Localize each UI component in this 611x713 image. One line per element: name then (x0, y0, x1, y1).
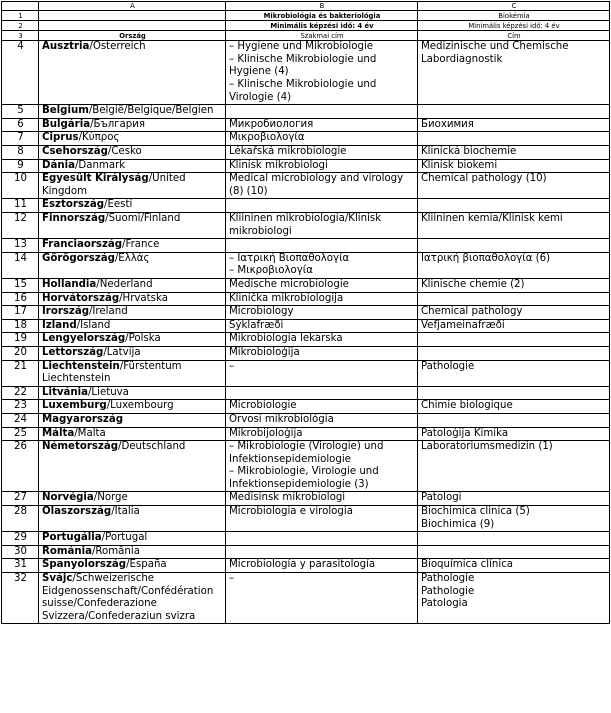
row-number: 31 (2, 559, 39, 573)
table-row (2, 132, 610, 146)
country-cell (39, 306, 226, 320)
professional-title-cell (226, 118, 418, 132)
header-cell-a (39, 21, 226, 31)
professional-title: Medisinsk mikrobiologi (229, 492, 346, 504)
professional-title: Orvosi mikrobiológia (229, 413, 334, 425)
title: Chimie biologique (421, 400, 513, 412)
professional-title-cell (226, 559, 418, 573)
row-number: 25 (2, 427, 39, 441)
country-cell (39, 173, 226, 199)
country-name-native: /United Kingdom (42, 173, 186, 197)
title-cell (418, 346, 610, 360)
title-cell (418, 441, 610, 492)
title-cell (418, 573, 610, 624)
title-cell (418, 252, 610, 278)
title: Ιατρική βιοπαθολογία (6) (421, 252, 551, 264)
table-row (2, 173, 610, 199)
title: Kliininen kemia/Klinisk kemi (421, 213, 563, 225)
table-row (2, 105, 610, 119)
professional-title: – Mikrobiologie (Virologie) und Infektionsepidemiologie (229, 441, 384, 465)
title: Pathologie (421, 573, 475, 585)
table-row (2, 146, 610, 160)
title-cell (418, 427, 610, 441)
title: Medizinische und Chemische Labordiagnostik (421, 41, 569, 65)
row-number: 8 (2, 146, 39, 160)
row-number: 30 (2, 545, 39, 559)
country-name-native: /Schweizerische Eidgenossenschaft/Confédération suisse/Confederazione Svizzera/Confederaziun svizra (42, 573, 214, 622)
country-name-native: /Κύπρος (78, 132, 120, 144)
country-name-hungarian: Németország (42, 441, 119, 453)
professional-title-cell (226, 386, 418, 400)
table-row (2, 213, 610, 239)
country-name-hungarian: Észtország (42, 199, 105, 211)
country-name-native: /Deutschland (118, 441, 186, 453)
country-cell (39, 441, 226, 492)
country-cell (39, 545, 226, 559)
column-letter-row (2, 2, 610, 11)
country-cell (39, 199, 226, 213)
professional-title-cell (226, 532, 418, 546)
professional-title-cell (226, 105, 418, 119)
professional-title-cell (226, 333, 418, 347)
title-cell (418, 132, 610, 146)
country-cell (39, 506, 226, 532)
professional-title: – Hygiene und Mikrobiologie (229, 41, 374, 53)
title-cell (418, 306, 610, 320)
country-name-hungarian: Litvánia (42, 386, 88, 398)
row-number: 21 (2, 360, 39, 386)
professional-title: Sýklafræði (229, 319, 284, 331)
title-cell (418, 173, 610, 199)
row-number: 12 (2, 213, 39, 239)
country-name-native: /Österreich (89, 41, 146, 53)
header-cell-professional-title: Szakmai cím (226, 31, 418, 41)
country-cell (39, 105, 226, 119)
country-name-native: /România (91, 545, 140, 557)
country-name-hungarian: Belgium (42, 105, 89, 117)
title-cell (418, 360, 610, 386)
professional-title-cell (226, 199, 418, 213)
country-name-native: /Ελλάς (114, 252, 150, 264)
country-name-hungarian: Horvátország (42, 292, 120, 304)
professional-title: Medical microbiology and virology (8) (10) (229, 173, 404, 197)
country-cell (39, 41, 226, 105)
corner-cell (2, 2, 39, 11)
row-number: 5 (2, 105, 39, 119)
row-number: 9 (2, 159, 39, 173)
title-cell (418, 118, 610, 132)
title-cell (418, 105, 610, 119)
row-number: 27 (2, 492, 39, 506)
title-cell (418, 545, 610, 559)
country-name-hungarian: Románia (42, 545, 92, 557)
country-cell (39, 213, 226, 239)
professional-title: Klinisk mikrobiologi (229, 159, 328, 171)
table-row (2, 292, 610, 306)
row-number: 2 (2, 21, 39, 31)
title: Bioquímica clínica (421, 559, 514, 571)
country-name-hungarian: Egyesült Királyság (42, 173, 149, 185)
professional-title: Microbiology (229, 306, 294, 318)
country-cell (39, 413, 226, 427)
row-number: 22 (2, 386, 39, 400)
country-name-native: /Fürstentum Liechtenstein (42, 360, 182, 385)
country-cell (39, 386, 226, 400)
professional-title-cell (226, 41, 418, 105)
professional-title-cell (226, 441, 418, 492)
table-row (2, 333, 610, 347)
country-name-hungarian: Hollandia (42, 278, 97, 290)
country-name-hungarian: Olaszország (42, 506, 112, 518)
professional-title-cell (226, 252, 418, 278)
row-number: 3 (2, 31, 39, 41)
country-name-native: /Danmark (74, 159, 126, 171)
table-row (2, 306, 610, 320)
country-cell (39, 292, 226, 306)
professional-title-cell (226, 159, 418, 173)
country-name-hungarian: Ciprus (42, 132, 79, 144)
header-cell-c: Biokémia (418, 11, 610, 21)
table-row (2, 413, 610, 427)
title-cell (418, 319, 610, 333)
row-number: 18 (2, 319, 39, 333)
title-cell (418, 559, 610, 573)
country-name-hungarian: Portugália (42, 532, 102, 544)
country-name-hungarian: Bulgária (42, 118, 91, 130)
professional-title-cell (226, 492, 418, 506)
professional-title: – Mikrobiologie, Virologie und Infektionsepidemiologie (3) (229, 466, 379, 490)
country-cell (39, 492, 226, 506)
professional-title-cell (226, 427, 418, 441)
country-name-hungarian: Görögország (42, 252, 115, 264)
title-cell (418, 492, 610, 506)
professional-title-cell (226, 413, 418, 427)
country-name-native: /España (126, 559, 167, 571)
professional-title-cell (226, 278, 418, 292)
title-cell (418, 146, 610, 160)
row-number: 11 (2, 199, 39, 213)
country-name-native: /Norge (93, 492, 128, 504)
row-number: 29 (2, 532, 39, 546)
country-name-native: /Eesti (104, 199, 133, 211)
title: Laboratoriumsmedizin (1) (421, 441, 553, 453)
header-cell-title: Cím (418, 31, 610, 41)
title-cell (418, 532, 610, 546)
row-number: 28 (2, 506, 39, 532)
professional-title-cell (226, 146, 418, 160)
title-cell (418, 159, 610, 173)
professional-title: Mikrobiologia lekarska (229, 333, 343, 345)
country-cell (39, 252, 226, 278)
title-cell (418, 506, 610, 532)
professional-title: Lékařská mikrobiologie (229, 146, 347, 158)
professional-title-cell (226, 239, 418, 253)
header-cell-b: Minimális képzési idő: 4 év (226, 21, 418, 31)
table-row (2, 573, 610, 624)
country-name-native: /Lietuva (88, 386, 129, 398)
row-number: 16 (2, 292, 39, 306)
country-cell (39, 159, 226, 173)
title: Vefjameinafræði (421, 319, 505, 331)
country-name-native: /België/Belgique/Belgien (88, 105, 214, 117)
country-name-native: /Latvija (103, 346, 141, 358)
professional-title: – (229, 360, 235, 372)
country-name-native: /Portugal (101, 532, 148, 544)
country-name-hungarian: Málta (42, 427, 75, 439)
row-number: 26 (2, 441, 39, 492)
professional-title-cell (226, 573, 418, 624)
title: Klinische chemie (2) (421, 278, 525, 290)
country-name-hungarian: Luxemburg (42, 400, 107, 412)
table-row (2, 319, 610, 333)
professional-title: Mikrobioloģija (229, 346, 300, 358)
country-cell (39, 118, 226, 132)
country-name-hungarian: Franciaország (42, 239, 123, 251)
title: Биохимия (421, 118, 474, 130)
table-row (2, 492, 610, 506)
table-row (2, 532, 610, 546)
country-name-native: /Ireland (89, 306, 128, 318)
country-cell (39, 559, 226, 573)
title-cell (418, 239, 610, 253)
country-name-hungarian: Lettország (42, 346, 104, 358)
title: Chemical pathology (421, 306, 523, 318)
title-cell (418, 199, 610, 213)
country-name-native: /Malta (74, 427, 106, 439)
professional-title-cell (226, 306, 418, 320)
professional-title-cell (226, 132, 418, 146)
country-name-native: /Nederland (96, 278, 153, 290)
title: Biochimica (9) (421, 518, 495, 530)
country-cell (39, 400, 226, 414)
title-cell (418, 41, 610, 105)
country-name-native: /България (90, 118, 146, 130)
table-row (2, 252, 610, 278)
header-cell-b: Mikrobiológia és bakteriológia (226, 11, 418, 21)
country-name-native: /Hrvatska (119, 292, 168, 304)
row-number: 4 (2, 41, 39, 105)
professional-title-cell (226, 346, 418, 360)
table-row (2, 559, 610, 573)
professional-title-cell (226, 506, 418, 532)
professional-title-cell (226, 360, 418, 386)
table-row (2, 199, 610, 213)
professional-title: Microbiologia e virologia (229, 506, 353, 518)
title: Patologia (421, 598, 468, 610)
table-row (2, 386, 610, 400)
country-name-native: /Polska (125, 333, 161, 345)
qualification-table (1, 1, 610, 624)
title: Patologi (421, 492, 462, 504)
title: Chemical pathology (10) (421, 173, 547, 185)
row-number: 32 (2, 573, 39, 624)
title: Pathologie (421, 360, 475, 372)
table-row (2, 441, 610, 492)
country-cell (39, 573, 226, 624)
row-number: 6 (2, 118, 39, 132)
table-row (2, 427, 610, 441)
professional-title: Mikrobijoloġija (229, 427, 303, 439)
country-name-native: /Suomi/Finland (105, 213, 181, 225)
table-row (2, 400, 610, 414)
professional-title-cell (226, 292, 418, 306)
professional-title: – Μικροβιολογία (229, 265, 313, 277)
header-cell-a (39, 11, 226, 21)
professional-title: Microbiologie (229, 400, 297, 412)
title: Klinická biochemie (421, 146, 517, 158)
country-name-hungarian: Norvégia (42, 492, 94, 504)
professional-title: – (229, 573, 235, 585)
row-number: 10 (2, 173, 39, 199)
professional-title-cell (226, 319, 418, 333)
title-cell (418, 213, 610, 239)
title-cell (418, 400, 610, 414)
title-cell (418, 386, 610, 400)
title-cell (418, 333, 610, 347)
country-name-hungarian: Liechtenstein (42, 360, 120, 372)
header-row-1 (2, 11, 610, 21)
row-number: 20 (2, 346, 39, 360)
table-row (2, 278, 610, 292)
header-cell-c: Minimális képzési idő: 4 év (418, 21, 610, 31)
country-name-native: /Luxembourg (106, 400, 174, 412)
table-row (2, 239, 610, 253)
country-cell (39, 360, 226, 386)
country-cell (39, 427, 226, 441)
country-name-native: /Ísland (76, 319, 111, 331)
column-letter-a: A (39, 2, 226, 11)
column-letter-c: C (418, 2, 610, 11)
country-name-hungarian: Dánia (42, 159, 75, 171)
country-name-hungarian: Írország (42, 306, 89, 318)
professional-title: Kliininen mikrobiologia/Klinisk mikrobiologi (229, 213, 382, 237)
country-cell (39, 333, 226, 347)
professional-title-cell (226, 400, 418, 414)
country-cell (39, 319, 226, 333)
country-name-native: /France (122, 239, 160, 251)
country-name-native: /Italia (111, 506, 140, 518)
row-number: 24 (2, 413, 39, 427)
table-row (2, 41, 610, 105)
row-number: 19 (2, 333, 39, 347)
title: Pathologie (421, 585, 475, 597)
professional-title: Микробиология (229, 118, 314, 130)
professional-title-cell (226, 545, 418, 559)
title: Patoloġija Kimika (421, 427, 509, 439)
column-letter-b: B (226, 2, 418, 11)
country-cell (39, 239, 226, 253)
country-name-hungarian: Csehország (42, 146, 108, 158)
professional-title: Medische microbiologie (229, 278, 349, 290)
table-row (2, 159, 610, 173)
row-number: 15 (2, 278, 39, 292)
title-cell (418, 292, 610, 306)
country-name-hungarian: Svájc (42, 573, 73, 585)
professional-title-cell (226, 173, 418, 199)
table-row (2, 545, 610, 559)
country-name-hungarian: Izland (42, 319, 77, 331)
row-number: 23 (2, 400, 39, 414)
country-cell (39, 532, 226, 546)
professional-title: – Ιατρική Βιοπαθολογία (229, 252, 350, 264)
table-row (2, 506, 610, 532)
title-cell (418, 413, 610, 427)
professional-title: Klinička mikrobiologija (229, 292, 344, 304)
professional-title: Μικροβιολογία (229, 132, 305, 144)
row-number: 1 (2, 11, 39, 21)
country-cell (39, 346, 226, 360)
row-number: 17 (2, 306, 39, 320)
country-name-hungarian: Lengyelország (42, 333, 126, 345)
title: Biochimica clinica (5) (421, 506, 530, 518)
country-name-hungarian: Finnország (42, 213, 106, 225)
table-row (2, 346, 610, 360)
header-cell-country: Ország (39, 31, 226, 41)
country-name-native: /Česko (107, 146, 142, 158)
country-name-hungarian: Spanyolország (42, 559, 127, 571)
country-name-hungarian: Ausztria (42, 41, 90, 53)
table-row (2, 360, 610, 386)
professional-title: Microbiología y parasitología (229, 559, 376, 571)
title-cell (418, 278, 610, 292)
professional-title: – Klinische Mikrobiologie und Hygiene (4) (229, 53, 377, 78)
country-cell (39, 146, 226, 160)
header-row-3 (2, 31, 610, 41)
header-row-2 (2, 21, 610, 31)
row-number: 7 (2, 132, 39, 146)
row-number: 14 (2, 252, 39, 278)
row-number: 13 (2, 239, 39, 253)
country-cell (39, 132, 226, 146)
professional-title-cell (226, 213, 418, 239)
country-name-hungarian: Magyarország (42, 413, 124, 425)
professional-title: – Klinische Mikrobiologie und Virologie (4) (229, 79, 377, 103)
country-cell (39, 278, 226, 292)
title: Klinisk biokemi (421, 159, 498, 171)
table-row (2, 118, 610, 132)
